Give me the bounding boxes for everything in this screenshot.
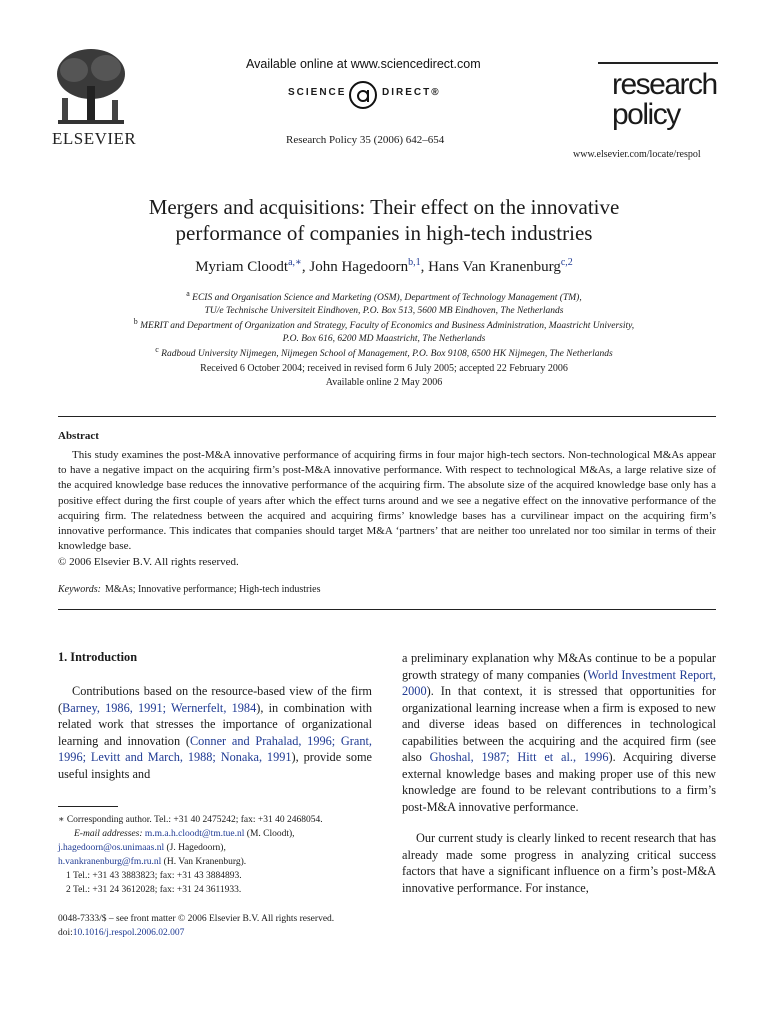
journal-logo <box>598 62 718 142</box>
keywords <box>58 584 320 595</box>
affiliation-line: P.O. Box 616, 6200 MD Maastricht, The Netherlands <box>282 334 486 345</box>
email-label: E-mail addresses: <box>74 829 143 839</box>
affiliation-line: ECIS and Organisation Science and Marketing (OSM), Department of Technology Management (TM), <box>192 293 582 304</box>
doi-line <box>58 928 184 938</box>
affiliation-mark: b <box>133 317 138 326</box>
doi-link[interactable]: 10.1016/j.respol.2006.02.007 <box>72 928 185 938</box>
footnote-rule <box>58 806 118 807</box>
email-owner: (J. Hagedoorn), <box>166 843 226 853</box>
available-online-text: Available online at www.sciencedirect.com <box>246 57 481 71</box>
abstract-copyright: © 2006 Elsevier B.V. All rights reserved. <box>58 556 239 568</box>
elsevier-tree-logo <box>54 46 128 130</box>
issn-line: 0048-7333/$ – see front matter © 2006 Elsevier B.V. All rights reserved. <box>58 914 335 924</box>
body-text: ). Acquiring diverse external knowledge bases and making proper use of this new knowledge are found to be relevant contributions to a firm’s post-M&A innovative performance. <box>402 750 717 814</box>
email-link[interactable]: j.hagedoorn@os.unimaas.nl <box>58 843 165 853</box>
affiliation-line: MERIT and Department of Organization and Strategy, Faculty of Economics and Business Administration, Maastricht University, <box>140 321 635 332</box>
author-marks[interactable]: a,∗ <box>288 257 302 268</box>
affiliation-mark: a <box>186 289 190 298</box>
author-list: Myriam Cloodt$^{a,∗}$, John Hagedoorn$^{b,1}$, Hans Van Kranenburg$^{c,2}$ <box>195 257 573 275</box>
divider-top <box>58 416 716 417</box>
keywords-list: M&As; Innovative performance; High-tech industries <box>104 584 321 595</box>
article-dates <box>60 362 708 390</box>
body-text: Contributions based on the resource-based view of the firm ( <box>58 684 372 715</box>
at-sign-icon <box>348 80 378 110</box>
email-link[interactable]: h.vankranenburg@fm.ru.nl <box>58 857 162 867</box>
article-title <box>60 194 708 246</box>
citation-link[interactable]: Conner and Prahalad, 1996; Grant, 1996; Levitt and March, 1988; Nonaka, 1991 <box>58 733 372 764</box>
footnote-emails-cont <box>58 842 378 855</box>
body-text: ), provide some useful insights and <box>58 750 372 781</box>
footnote-emails <box>58 828 378 841</box>
footnote-emails-cont <box>58 856 378 869</box>
author-marks[interactable]: b,1 <box>408 257 421 268</box>
abstract-heading: Abstract <box>58 430 99 442</box>
doi-label: doi: <box>58 928 73 938</box>
footnote-1: 1 Tel.: +31 43 3883823; fax: +31 43 3884893. <box>66 871 242 881</box>
citation-link[interactable]: Ghoshal, 1987; Hitt et al., 1996 <box>429 750 609 764</box>
section-title: 1. Introduction <box>58 650 138 664</box>
journal-logo-research: research <box>612 68 717 101</box>
publisher-name: ELSEVIER <box>52 129 137 148</box>
journal-logo-rule <box>598 62 718 64</box>
intro-paragraph-right-1 <box>402 650 716 815</box>
divider-bottom <box>58 609 716 610</box>
received-dates: Received 6 October 2004; received in revised form 6 July 2005; accepted 22 February 2006 <box>200 363 568 374</box>
affiliation-b <box>60 315 708 346</box>
author-marks[interactable]: c,2 <box>560 257 573 268</box>
intro-paragraph-left <box>58 683 372 782</box>
journal-url[interactable]: www.elsevier.com/locate/respol <box>573 149 701 160</box>
body-text: ), in combination with related work that stresses the importance of organizational learning and innovation ( <box>58 700 373 748</box>
body-text: ). In that context, it is stressed that opportunities for organizational learning increase when a firm is exposed to new and diverse ideas based on differences in technological capabilities between the acquiring and the acquired firm (see also <box>402 684 716 764</box>
footnote-2: 2 Tel.: +31 24 3612028; fax: +31 24 3611933. <box>66 885 242 895</box>
affiliation-c <box>60 343 708 361</box>
affiliation-a <box>60 287 708 318</box>
citation-link[interactable]: World Investment Report, 2000 <box>402 667 716 698</box>
available-online-date: Available online 2 May 2006 <box>325 377 443 388</box>
author-name: John Hagedoorn <box>309 259 409 275</box>
sciencedirect-logo <box>288 80 448 110</box>
journal-logo-policy: policy <box>612 98 680 131</box>
email-owner: (M. Cloodt), <box>246 829 295 839</box>
journal-reference: Research Policy 35 (2006) 642–654 <box>286 134 445 146</box>
affiliation-line: TU/e Technische Universiteit Eindhoven, P.O. Box 513, 5600 MB Eindhoven, The Netherlands <box>204 306 564 317</box>
abstract-text: This study examines the post-M&A innovative performance of acquiring firms in four major high-tech sectors. Non-technological M&As appear to have a negative impact on the acquiring firm’s post-M&A innovative performance. With respect to technological M&As, a large relative size of the acquired knowledge base reduces the innovative performance of the acquiring firm. The absolute size of the acquired knowledge base only has a positive effect during the first couple of years after which the effect turns around and we see a negative effect on the innovative performance of the acquiring firm. The relatedness between the acquired and acquiring firms’ knowledge bases has a curvilinear impact on the acquiring firm’s innovative performance. This indicates that companies should target M&A ‘partners’ that are neither too unrelated nor too similar in terms of their knowledge base. <box>58 449 716 553</box>
affiliation-line: Radboud University Nijmegen, Nijmegen School of Management, P.O. Box 9108, 6500 HK Nijmegen, The Netherlands <box>161 349 613 360</box>
intro-paragraph-right-2: Our current study is clearly linked to recent research that has already made some progress in analyzing critical success factors that have a significant influence on a firm’s post-M&A innovative performance. For instance, <box>402 831 716 895</box>
sd-direct-text: DIRECT® <box>382 87 441 98</box>
body-text: a preliminary explanation why M&As continue to be a popular growth strategy of many companies ( <box>402 651 716 682</box>
title-line-2: performance of companies in high-tech industries <box>175 221 593 245</box>
keywords-label: Keywords: <box>58 584 101 595</box>
author-name: Hans Van Kranenburg <box>428 259 561 275</box>
sd-science-text: SCIENCE <box>288 87 347 98</box>
title-line-1: Mergers and acquisitions: Their effect on the innovative <box>148 195 620 219</box>
affiliation-mark: c <box>155 345 159 354</box>
email-owner: (H. Van Kranenburg). <box>163 857 247 867</box>
email-link[interactable]: m.m.a.h.cloodt@tm.tue.nl <box>144 829 245 839</box>
author-name: Myriam Cloodt <box>195 259 289 275</box>
citation-link[interactable]: Barney, 1986, 1991; Wernerfelt, 1984 <box>62 700 257 715</box>
footnote-corresponding: ∗ Corresponding author. Tel.: +31 40 2475242; fax: +31 40 2468054. <box>58 815 323 825</box>
